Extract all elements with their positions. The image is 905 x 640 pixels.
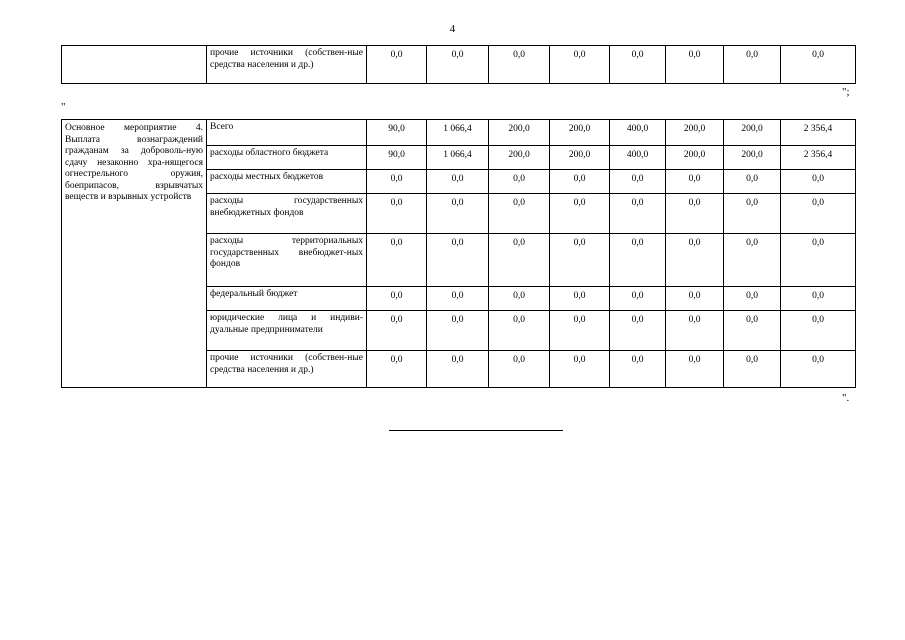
funding-source-cell: расходы территориальных государственных внебюджет-ных фондов	[207, 234, 367, 287]
amount-cell: 0,0	[781, 351, 856, 388]
activity-table-body	[62, 120, 856, 388]
activity-table	[61, 119, 856, 388]
amount-cell: 200,0	[666, 146, 724, 170]
amount-cell: 90,0	[367, 146, 427, 170]
amount-cell: 0,0	[427, 351, 489, 388]
amount-cell: 0,0	[367, 287, 427, 311]
amount-cell: 0,0	[666, 234, 724, 287]
amount-cell: 2 356,4	[781, 146, 856, 170]
amount-cell: 0,0	[724, 46, 781, 84]
amount-cell: 0,0	[610, 311, 666, 351]
closing-quote-end: ".	[842, 392, 850, 404]
amount-cell: 0,0	[781, 170, 856, 194]
amount-cell: 0,0	[550, 46, 610, 84]
amount-cell: 0,0	[367, 351, 427, 388]
footer-rule	[389, 430, 563, 431]
amount-cell: 0,0	[724, 351, 781, 388]
amount-cell: 0,0	[427, 46, 489, 84]
table-row	[62, 120, 856, 146]
amount-cell: 200,0	[724, 120, 781, 146]
opening-quote: "	[61, 101, 66, 113]
amount-cell: 0,0	[550, 170, 610, 194]
amount-cell: 0,0	[367, 194, 427, 234]
amount-cell: 200,0	[489, 146, 550, 170]
amount-cell: 0,0	[666, 170, 724, 194]
amount-cell: 0,0	[666, 351, 724, 388]
amount-cell: 400,0	[610, 120, 666, 146]
amount-cell: 90,0	[367, 120, 427, 146]
closing-quote: ";	[842, 86, 850, 98]
amount-cell: 0,0	[666, 46, 724, 84]
amount-cell: 0,0	[724, 170, 781, 194]
amount-cell: 0,0	[489, 287, 550, 311]
funding-source-cell: расходы местных бюджетов	[207, 170, 367, 194]
amount-cell: 200,0	[489, 120, 550, 146]
page-number: 4	[449, 23, 456, 35]
amount-cell: 0,0	[666, 287, 724, 311]
amount-cell: 0,0	[666, 311, 724, 351]
amount-cell: 0,0	[610, 170, 666, 194]
amount-cell: 0,0	[724, 194, 781, 234]
amount-cell: 0,0	[781, 194, 856, 234]
amount-cell: 0,0	[610, 194, 666, 234]
amount-cell: 0,0	[781, 46, 856, 84]
amount-cell: 0,0	[724, 234, 781, 287]
amount-cell: 0,0	[489, 234, 550, 287]
amount-cell: 200,0	[550, 146, 610, 170]
activity-name-cell: Основное мероприятие 4. Выплата вознаграждений гражданам за доброволь-ную сдачу незаконно хра-нящегося огнестрельного оружия, боеприпасов, взрывчатых веществ и взрывных устройств	[62, 120, 207, 388]
amount-cell: 0,0	[489, 194, 550, 234]
amount-cell: 0,0	[367, 311, 427, 351]
amount-cell: 0,0	[781, 287, 856, 311]
amount-cell: 0,0	[724, 311, 781, 351]
amount-cell: 200,0	[724, 146, 781, 170]
amount-cell: 200,0	[666, 120, 724, 146]
funding-source-cell: расходы областного бюджета	[207, 146, 367, 170]
funding-source-cell: прочие источники (собствен-ные средства населения и др.)	[207, 351, 367, 388]
funding-source-cell: прочие источники (собствен-ные средства населения и др.)	[207, 46, 367, 84]
amount-cell: 0,0	[489, 311, 550, 351]
amount-cell: 0,0	[550, 234, 610, 287]
funding-source-cell: Всего	[207, 120, 367, 146]
amount-cell: 0,0	[489, 351, 550, 388]
amount-cell: 0,0	[781, 234, 856, 287]
table-row	[62, 46, 856, 84]
amount-cell: 0,0	[367, 234, 427, 287]
amount-cell: 0,0	[550, 311, 610, 351]
amount-cell: 2 356,4	[781, 120, 856, 146]
amount-cell: 0,0	[610, 287, 666, 311]
amount-cell: 0,0	[550, 194, 610, 234]
amount-cell: 1 066,4	[427, 120, 489, 146]
funding-source-cell: федеральный бюджет	[207, 287, 367, 311]
empty-activity-cell	[62, 46, 207, 84]
amount-cell: 0,0	[427, 311, 489, 351]
amount-cell: 0,0	[427, 170, 489, 194]
amount-cell: 0,0	[367, 170, 427, 194]
top-table	[61, 45, 856, 84]
amount-cell: 1 066,4	[427, 146, 489, 170]
amount-cell: 0,0	[610, 351, 666, 388]
amount-cell: 0,0	[550, 351, 610, 388]
amount-cell: 0,0	[427, 287, 489, 311]
amount-cell: 200,0	[550, 120, 610, 146]
amount-cell: 0,0	[724, 287, 781, 311]
amount-cell: 0,0	[367, 46, 427, 84]
top-table-body	[62, 46, 856, 84]
amount-cell: 0,0	[666, 194, 724, 234]
amount-cell: 0,0	[427, 194, 489, 234]
amount-cell: 0,0	[550, 287, 610, 311]
amount-cell: 0,0	[610, 234, 666, 287]
amount-cell: 0,0	[489, 170, 550, 194]
amount-cell: 400,0	[610, 146, 666, 170]
amount-cell: 0,0	[781, 311, 856, 351]
funding-source-cell: юридические лица и индиви-дуальные предприниматели	[207, 311, 367, 351]
amount-cell: 0,0	[610, 46, 666, 84]
amount-cell: 0,0	[427, 234, 489, 287]
amount-cell: 0,0	[489, 46, 550, 84]
funding-source-cell: расходы государственных внебюджетных фондов	[207, 194, 367, 234]
